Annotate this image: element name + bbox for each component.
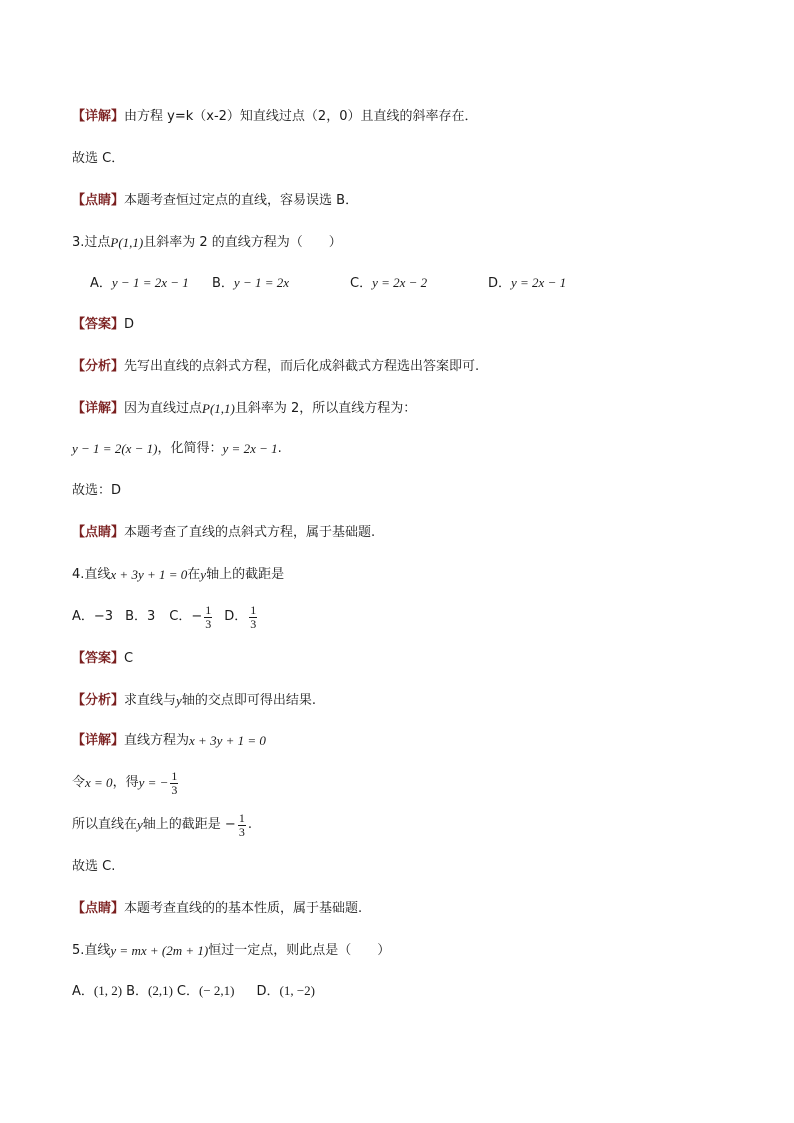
- option-expr: y = 2x − 2: [372, 275, 428, 290]
- q4-stem-mid: 在: [187, 567, 201, 582]
- option-label: A．: [90, 276, 112, 291]
- option-expr: (− 2,1): [199, 983, 235, 998]
- option-label: C．−: [169, 609, 203, 624]
- answer-tag: 【答案】: [72, 651, 125, 666]
- q5-stem-eq: y = mx + (2m + 1): [110, 943, 209, 958]
- q4-detail: [72, 732, 266, 750]
- fraction: [204, 604, 212, 631]
- detail-tag: 【详解】: [72, 401, 125, 416]
- q2-detail-line: [72, 108, 477, 126]
- q4-let-line: [72, 766, 180, 800]
- option-expr: (2,1): [148, 983, 173, 998]
- q4-analysis-post: 轴的交点即可得出结果.: [181, 693, 316, 708]
- q4-detail-pre: 直线方程为: [124, 733, 190, 748]
- fraction-denominator: 3: [250, 616, 257, 631]
- q4-option-d: [224, 604, 259, 631]
- q3-answer: [72, 316, 134, 334]
- q4-stem-var: y: [200, 567, 207, 582]
- q3-detail-point: P(1,1): [202, 401, 235, 416]
- answer-tag: 【答案】: [72, 317, 125, 332]
- q3-stem-pre: 3.过点: [72, 235, 111, 250]
- q4-stem: [72, 566, 284, 584]
- q4-answer-value: C: [124, 651, 134, 666]
- q3-option-b: [212, 274, 350, 293]
- option-label: C．: [176, 984, 199, 999]
- q4-stem-post: 轴上的截距是: [206, 567, 285, 582]
- q2-comment-text: 本题考查恒过定点的直线，容易误选 B．: [124, 193, 359, 208]
- q4-analysis-var: y: [176, 693, 182, 708]
- q5-options: [72, 982, 315, 1001]
- q4-comment: [72, 900, 362, 918]
- option-expr: y = 2x − 1: [511, 275, 567, 290]
- q4-so-post: 轴上的截距是 −: [142, 817, 236, 832]
- q3-options: [90, 274, 566, 293]
- q3-stem-post: 且斜率为 2 的直线方程为（ ）: [143, 235, 342, 250]
- q5-stem-post: 恒过一定点，则此点是（ ）: [208, 943, 391, 958]
- q4-answer: [72, 650, 133, 668]
- option-label: D．: [256, 984, 280, 999]
- q3-detail-pre: 因为直线过点: [124, 401, 203, 416]
- option-expr: y − 1 = 2x: [233, 275, 290, 290]
- q3-detail-post: 且斜率为 2，所以直线方程为：: [234, 401, 417, 416]
- q5-option-b: [126, 982, 173, 1001]
- q4-let-eq: x = 0: [85, 775, 113, 790]
- q4-option-a: A．−3: [72, 609, 114, 624]
- q3-stem-point: P(1,1): [110, 235, 144, 250]
- fraction-numerator: 1: [238, 810, 245, 825]
- q3-simplify: ，化简得：: [157, 441, 223, 456]
- q5-option-d: [257, 982, 316, 1001]
- option-label: B．: [126, 984, 148, 999]
- analysis-tag: 【分析】: [72, 693, 125, 708]
- q5-option-a: [72, 982, 122, 1001]
- q4-analysis: [72, 692, 316, 710]
- option-expr: (1, 2): [93, 983, 123, 998]
- fraction-denominator: 3: [238, 824, 245, 839]
- q4-so-var: y: [137, 817, 143, 832]
- q3-equation: [72, 440, 282, 458]
- q4-let-mid: ，得: [112, 775, 139, 790]
- q3-analysis-text: 先写出直线的点斜式方程，而后化成斜截式方程选出答案即可.: [124, 359, 480, 374]
- q3-eq1: y − 1 = 2(x − 1): [72, 441, 158, 456]
- q3-answer-value: D: [124, 317, 135, 332]
- q4-option-c: [169, 604, 214, 631]
- comment-tag: 【点睛】: [72, 901, 125, 916]
- fraction-numerator: 1: [250, 602, 257, 617]
- q2-choice: [72, 150, 124, 168]
- option-label: D．: [224, 609, 248, 624]
- q3-detail: [72, 400, 416, 418]
- q3-choice: [72, 482, 121, 500]
- fraction-numerator: 1: [171, 768, 178, 783]
- q2-choice-text: 故选 C．: [72, 151, 125, 166]
- analysis-tag: 【分析】: [72, 359, 125, 374]
- q4-option-b: B．3: [125, 609, 156, 624]
- q5-option-c: [177, 982, 235, 1001]
- q3-comment-text: 本题考查了直线的点斜式方程，属于基础题.: [124, 525, 376, 540]
- q3-analysis: [72, 358, 479, 376]
- q4-detail-eq: x + 3y + 1 = 0: [189, 733, 266, 748]
- fraction-denominator: 3: [205, 616, 212, 631]
- q4-so-pre: 所以直线在: [72, 817, 138, 832]
- q3-comment: [72, 524, 375, 542]
- q3-option-a: [90, 274, 212, 293]
- option-label: B．: [212, 276, 234, 291]
- q3-option-c: [350, 274, 488, 293]
- q4-analysis-pre: 求直线与: [124, 693, 177, 708]
- q4-let-pre: 令: [72, 775, 86, 790]
- detail-tag: 【详解】: [72, 109, 125, 124]
- q3-period: .: [277, 441, 282, 456]
- option-label: D．: [488, 276, 512, 291]
- q2-detail-text: 由方程 y=k（x-2）知直线过点（2，0）且直线的斜率存在．: [124, 109, 478, 124]
- q3-stem: [72, 234, 342, 252]
- q2-comment-line: [72, 192, 358, 210]
- q4-let-result: y = −: [138, 775, 169, 790]
- fraction: [170, 770, 178, 797]
- q4-stem-eq: x + 3y + 1 = 0: [110, 567, 188, 582]
- fraction-denominator: 3: [171, 782, 178, 797]
- q4-conclusion: [72, 808, 252, 842]
- option-label: A．: [72, 984, 94, 999]
- q4-comment-text: 本题考查直线的的基本性质，属于基础题.: [124, 901, 363, 916]
- q4-choice-text: 故选 C.: [72, 859, 116, 874]
- comment-tag: 【点睛】: [72, 193, 125, 208]
- fraction: [238, 812, 246, 839]
- fraction: [249, 604, 257, 631]
- q4-stem-pre: 4.直线: [72, 567, 111, 582]
- q3-option-d: [488, 274, 566, 293]
- comment-tag: 【点睛】: [72, 525, 125, 540]
- option-label: C．: [350, 276, 373, 291]
- option-expr: (1, −2): [279, 983, 316, 998]
- q4-options: [72, 600, 259, 634]
- q3-choice-text: 故选：D: [72, 483, 122, 498]
- q4-period: .: [247, 817, 252, 832]
- option-expr: y − 1 = 2x − 1: [111, 275, 189, 290]
- q3-eq2: y = 2x − 1: [222, 441, 278, 456]
- q5-stem-pre: 5.直线: [72, 943, 111, 958]
- detail-tag: 【详解】: [72, 733, 125, 748]
- q4-choice: [72, 858, 115, 876]
- fraction-numerator: 1: [205, 602, 212, 617]
- q5-stem: [72, 942, 390, 960]
